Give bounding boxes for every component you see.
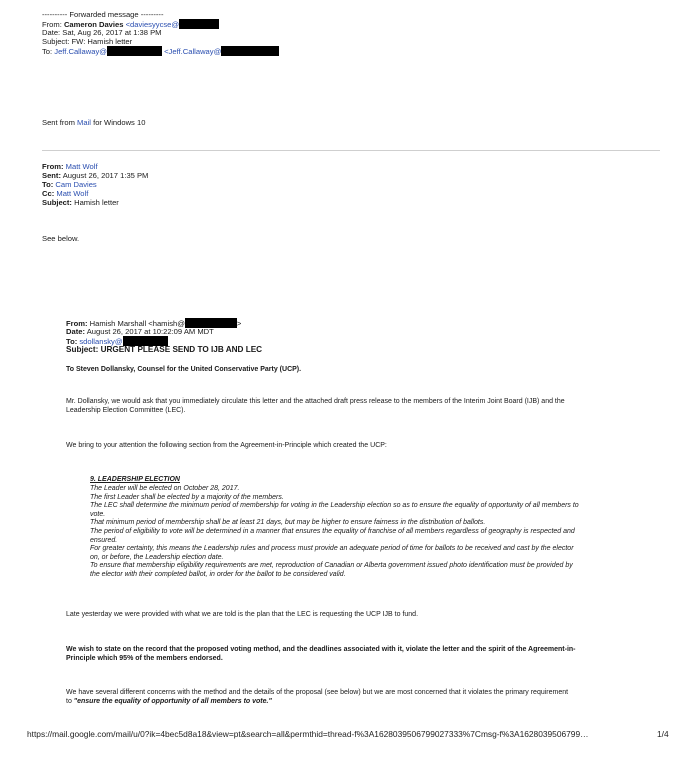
email2-to-line [42,180,97,189]
letter-para2: We bring to your attention the following section from the Agreement-in-Principle which created the UCP: [66,442,387,449]
email2-subject-label: Subject: [42,198,72,207]
quote-line: the elector with their completed ballot, in order for the ballot to be considered valid. [90,570,346,578]
email2-cc[interactable]: Matt Wolf [56,189,89,198]
forward-to-email-2[interactable]: <Jeff.Callaway@ [164,47,222,56]
email3-to-label: To: [66,337,78,346]
divider [42,150,660,151]
forward-to-label: To: [42,47,53,56]
email3-date-label: Date: [66,327,85,336]
email2-sent: August 26, 2017 1:35 PM [62,171,149,180]
email2-sent-label: Sent: [42,171,61,180]
quote-line: For greater certainty, this means the Leadership rules and process must provide an adequate period of time for ballots to be received and cast by the elector [90,545,574,553]
letter-para1-line1: Mr. Dollansky, we would ask that you immediately circulate this letter and the attached draft press release to the members of the Interim Joint Board (IJB) and the [66,398,565,405]
letter-para4-line1: We wish to state on the record that the proposed voting method, and the deadlines associated with it, violate the letter and the spirit of the Agreement-in- [66,646,576,653]
page-number: 1/4 [657,729,669,739]
quote-line: on, or before, the Leadership election date. [90,553,224,561]
letter-salutation: To Steven Dollansky, Counsel for the United Conservative Party (UCP). [66,366,302,373]
forward-to-line [42,46,279,56]
forward-from-label: From: [42,20,62,29]
email2-cc-label: Cc: [42,189,55,198]
forward-from-name: Cameron Davies [63,20,124,29]
email3-from-label: From: [66,319,88,328]
email2-from-label: From: [42,162,64,171]
quote-line: To ensure that membership eligibility requirements are met, reproduction of Canadian or Alberta government issued photo identification must be provided by [90,562,573,570]
email2-to-label: To: [42,180,54,189]
email2-sent-line [42,171,148,180]
quote-line: The LEC shall determine the minimum period of membership for voting in the Leadership election so as to ensure the equality of opportunity of all members to [90,502,579,510]
letter-para3: Late yesterday we were provided with what we are told is the plan that the LEC is requesting the UCP IJB to fund. [66,611,419,618]
email2-from-line [42,162,98,171]
forward-to-email-1[interactable]: Jeff.Callaway@ [54,47,107,56]
email3-date: August 26, 2017 at 10:22:09 AM MDT [86,327,214,336]
quote-line: vote. [90,510,106,518]
email2-subject-line [42,198,119,207]
email3-from-tail: > [236,319,242,328]
email3-subject-label: Subject: [66,345,99,354]
quote-line: The period of eligibility to vote will be determined in a manner that ensures the equality of franchise of all members regardless of geography is respected and [90,527,575,535]
letter-para5-prefix: to [66,698,74,705]
email3-date-line [66,327,214,336]
email3-to[interactable]: sdollansky@ [79,337,123,346]
sent-from-suffix: for Windows 10 [90,118,146,127]
redaction-box [179,19,219,29]
redaction-box [221,46,279,56]
quote-block [90,485,579,580]
email3-from: Hamish Marshall <hamish@ [89,319,185,328]
quote-line: The first Leader shall be elected by a majority of the members. [90,493,284,501]
forward-date: Date: Sat, Aug 26, 2017 at 1:38 PM [42,28,162,37]
quote-title: 9. LEADERSHIP ELECTION [90,476,180,483]
email2-cc-line [42,189,88,198]
print-footer-url: https://mail.google.com/mail/u/0?ik=4bec5d8a18&view=pt&search=all&permthid=thread-f%3A1628039506799027333%7Cmsg-f%3A1628039506799… [27,729,589,739]
email3-subject: URGENT PLEASE SEND TO IJB AND LEC [100,345,263,354]
email2-to[interactable]: Cam Davies [55,180,97,189]
quote-line: That minimum period of membership shall be at least 21 days, but may be higher to ensure fairness in the distribution of ballots. [90,519,486,527]
letter-para1-line2: Leadership Election Committee (LEC). [66,407,186,414]
letter-para5-line1: We have several different concerns with the method and the details of the proposal (see below) but we are most concerned that it violates the primary requirement [66,689,569,696]
forward-subject: Subject: FW: Hamish letter [42,37,133,46]
redaction-box [107,46,162,56]
letter-para4-line2: Principle which 95% of the members endorsed. [66,655,223,662]
forward-header: ---------- Forwarded message --------- [42,10,164,19]
letter-para5-line2 [66,698,272,707]
mail-app-link[interactable]: Mail [77,118,91,127]
email2-from[interactable]: Matt Wolf [65,162,98,171]
email3-subject-line [66,345,262,354]
email2-subject: Hamish letter [74,198,119,207]
sent-from-prefix: Sent from [42,118,78,127]
email2-body: See below. [42,234,80,243]
letter-para5-emphasis: "ensure the equality of opportunity of all members to vote." [73,698,272,705]
sent-from-line [42,118,145,127]
quote-line: The Leader will be elected on October 28, 2017. [90,485,240,492]
quote-line: ensured. [90,536,118,544]
forward-from-email[interactable]: <daviesyycse@ [125,20,180,29]
